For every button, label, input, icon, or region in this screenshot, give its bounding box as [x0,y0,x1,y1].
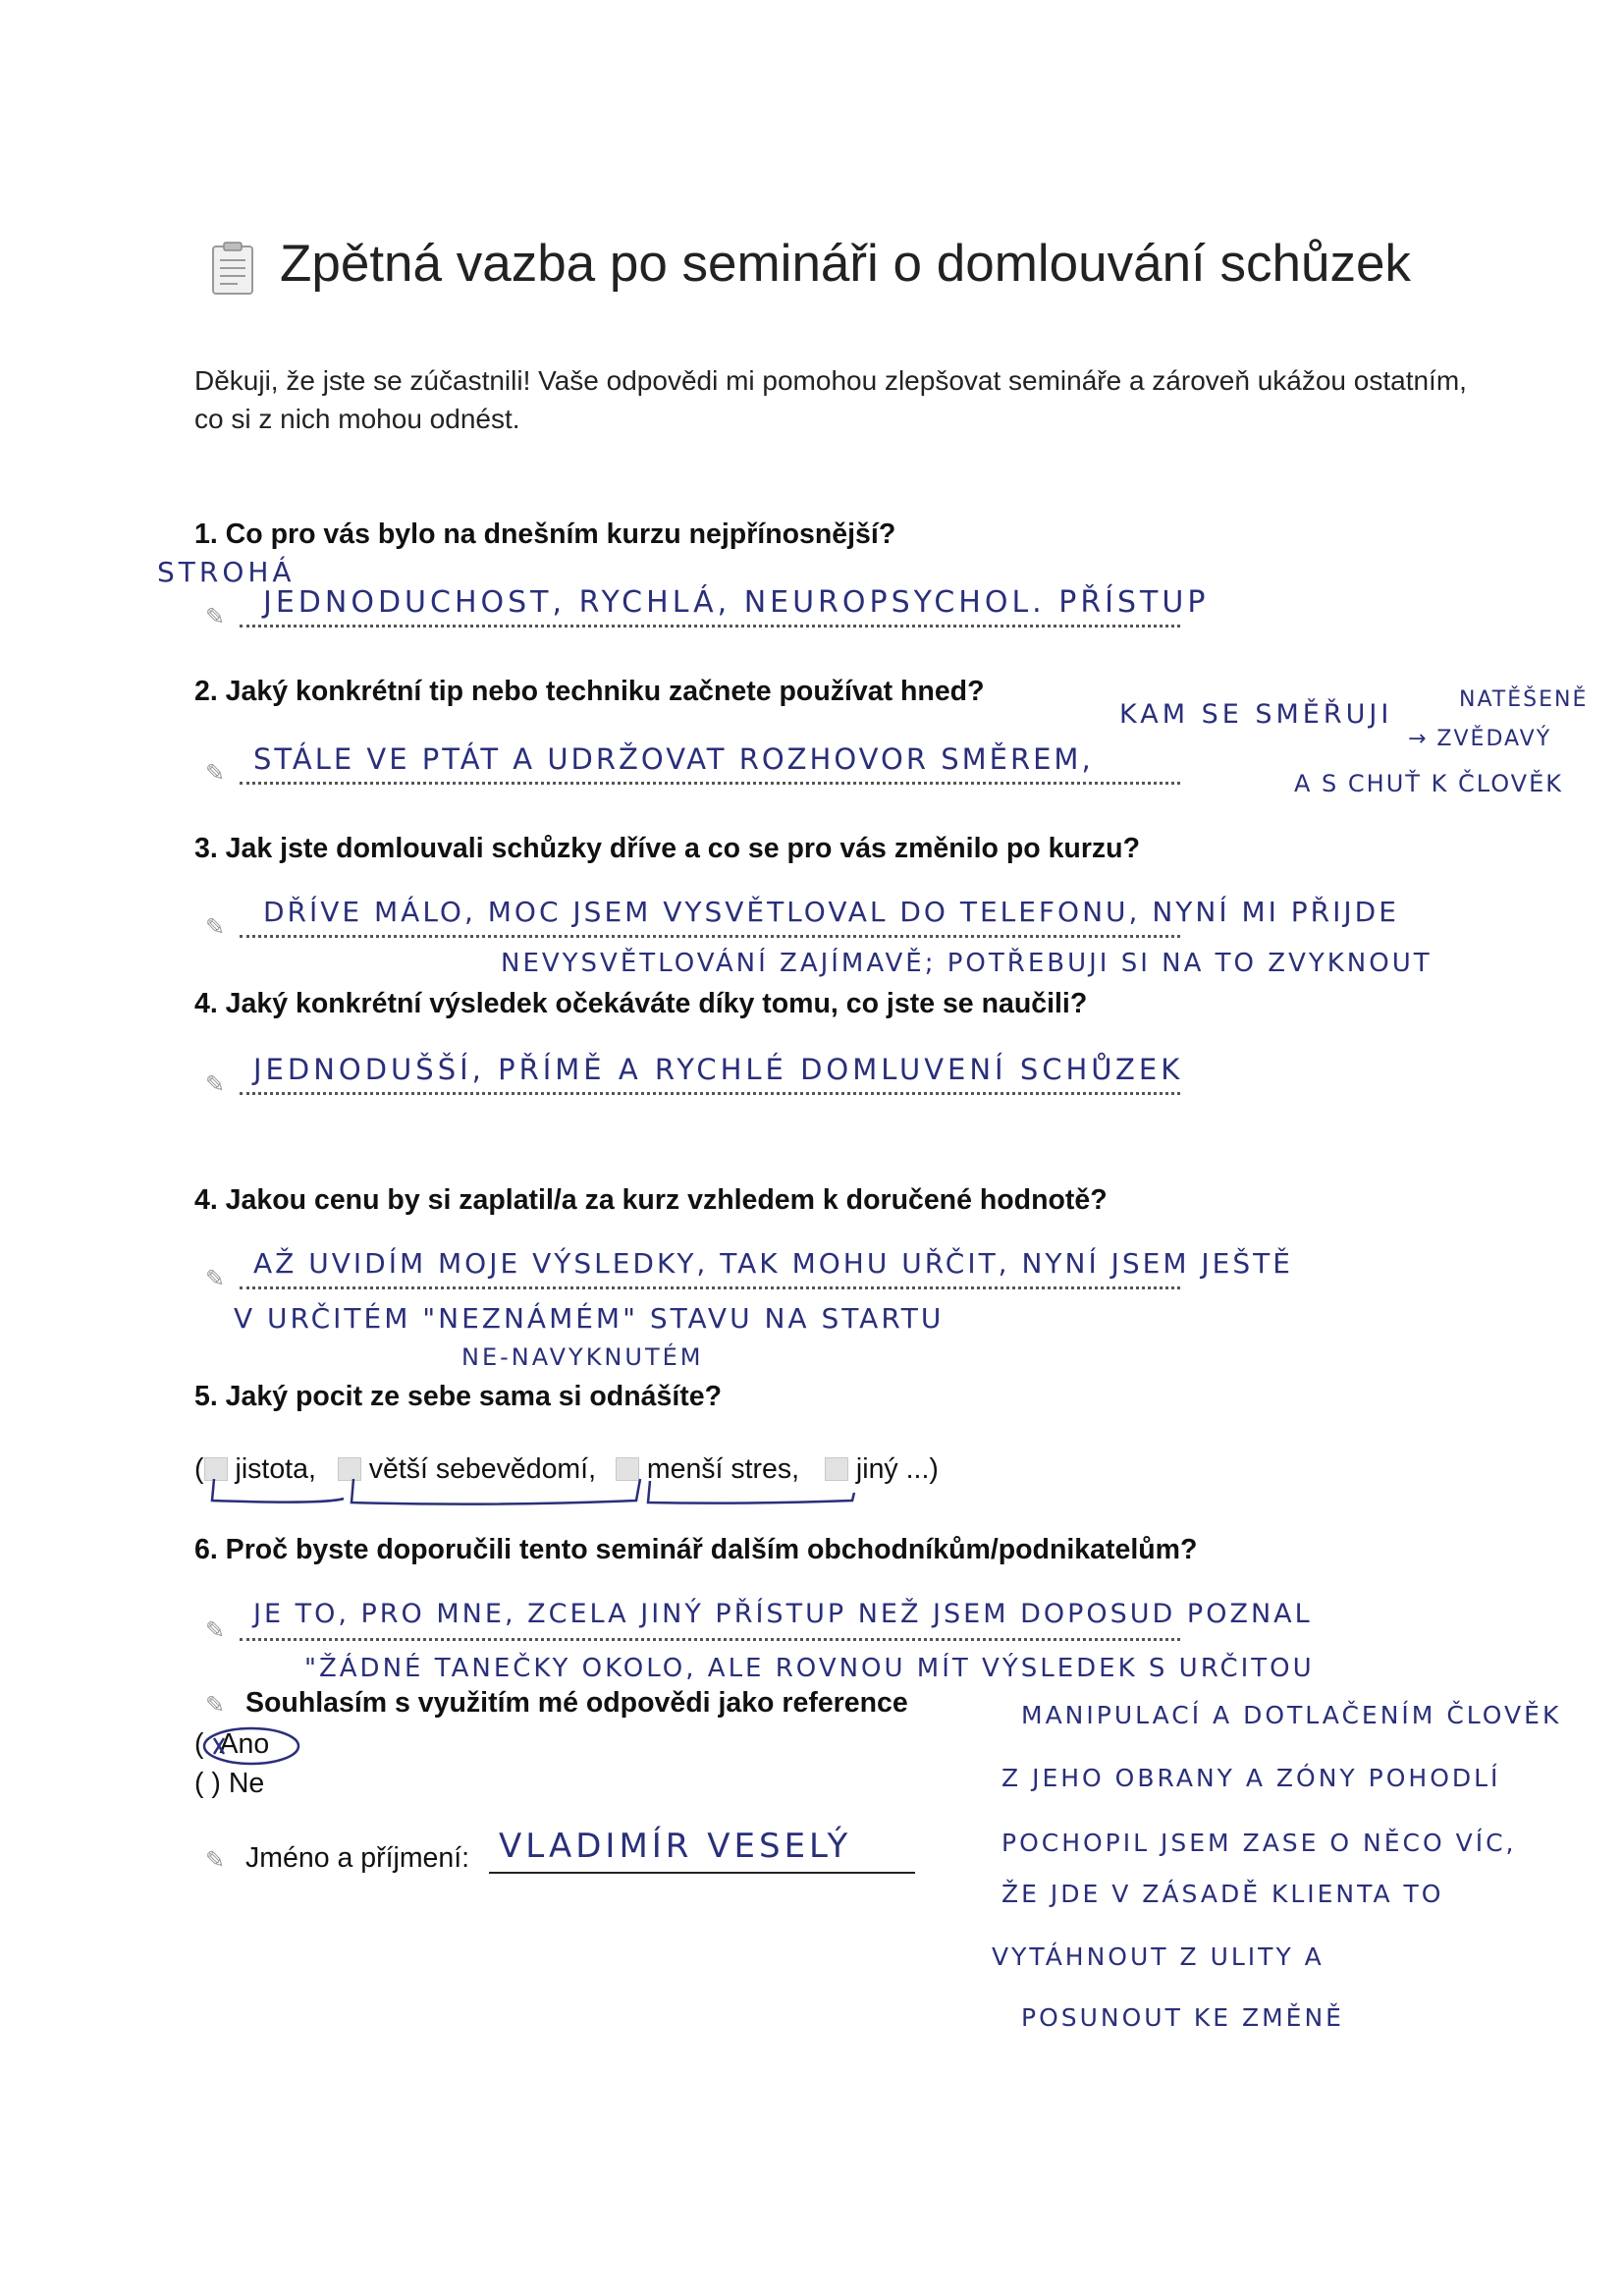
answer-2-top-right: NATĚŠENĚ [1459,687,1589,712]
answer-2-line [240,782,1180,785]
pencil-icon: ✎ [205,604,226,630]
pencil-icon: ✎ [205,1692,226,1719]
answer-6-line-5: POCHOPIL JSEM ZASE O NĚCO VÍC, [1001,1829,1517,1857]
pencil-icon: ✎ [205,760,226,787]
consent-no-option[interactable]: ( ) Ne [194,1768,265,1799]
answer-4-text[interactable]: JEDNODUŠŠÍ, PŘÍMĚ A RYCHLÉ DOMLUVENÍ SCHŮZEK [253,1053,1184,1086]
question-6: 5. Jaký pocit ze sebe sama si odnášíte? [194,1381,722,1412]
answer-2-top-note: KAM SE SMĚŘUJI [1119,699,1393,730]
question-2: 2. Jaký konkrétní tip nebo techniku začnete používat hned? [194,676,985,707]
answer-5-line-2: V URČITÉM "NEZNÁMÉM" STAVU NA STARTU [234,1302,945,1335]
question-1: 1. Co pro vás bylo na dnešním kurzu nejpřínosnější? [194,519,896,550]
pencil-icon: ✎ [205,1847,226,1874]
answer-6-line-7: VYTÁHNOUT Z ULITY A [992,1942,1325,1971]
answer-1-text[interactable]: JEDNODUCHOST, RYCHLÁ, NEUROPSYCHOL. PŘÍSTUP [263,585,1210,620]
name-value[interactable]: VLADIMÍR VESELÝ [499,1827,852,1866]
question-4: 4. Jaký konkrétní výsledek očekáváte díky tomu, co jste se naučili? [194,988,1088,1019]
handwritten-circle-mark [200,1724,302,1768]
answer-6-line-2: "ŽÁDNÉ TANEČKY OKOLO, ALE ROVNOU MÍT VÝSLEDEK S URČITOU [304,1654,1315,1683]
clipboard-icon [210,241,255,296]
feelings-open-paren: ( [194,1453,204,1485]
consent-label: Souhlasím s využitím mé odpovědi jako reference [245,1687,908,1719]
answer-6-line-3: MANIPULACÍ A DOTLAČENÍM ČLOVĚK [1021,1701,1562,1729]
answer-5-line-3: NE-NAVYKNUTÉM [461,1343,704,1371]
option-mensi-stres[interactable]: menší stres, [646,1453,800,1485]
name-label: Jméno a příjmení: [245,1842,470,1874]
answer-3-line [240,935,1180,938]
answer-2-top-right2: → ZVĚDAVÝ [1408,727,1552,751]
option-vetsi-sebevedomi[interactable]: větší sebevědomí, [368,1453,597,1485]
pencil-icon: ✎ [205,1617,226,1644]
question-5: 4. Jakou cenu by si zaplatil/a za kurz vzhledem k doručené hodnotě? [194,1184,1108,1216]
answer-6-line [240,1638,1180,1641]
answer-3-line-1[interactable]: DŘÍVE MÁLO, MOC JSEM VYSVĚTLOVAL DO TELEFONU, NYNÍ MI PŘIJDE [263,896,1399,928]
option-jistota[interactable]: jistota, [235,1453,316,1485]
consent-yes-paren: ( [194,1728,204,1760]
answer-6-line-8: POSUNOUT KE ZMĚNĚ [1021,2003,1344,2032]
question-3: 3. Jak jste domlouvali schůzky dříve a co se pro vás změnilo po kurzu? [194,833,1140,864]
name-line [489,1872,915,1874]
handwritten-underline-marks [196,1473,884,1512]
intro-text: Děkuji, že jste se zúčastnili! Vaše odpovědi mi pomohou zlepšovat semináře a zároveň ukážou ostatním, co si z nich mohou odnést. [194,365,1467,434]
pencil-icon: ✎ [205,1071,226,1098]
answer-6-line-4: Z JEHO OBRANY A ZÓNY POHODLÍ [1001,1764,1501,1792]
consent-yes-label[interactable]: Ano [219,1728,270,1760]
pencil-icon: ✎ [205,1266,226,1292]
question-7: 6. Proč byste doporučili tento seminář dalším obchodníkům/podnikatelům? [194,1534,1198,1565]
page-title: Zpětná vazba po semináři o domlouvání schůzek [280,235,1411,293]
answer-6-line-1[interactable]: JE TO, PRO MNE, ZCELA JINÝ PŘÍSTUP NEŽ JSEM DOPOSUD POZNAL [253,1599,1313,1629]
answer-2-right: A S CHUŤ K ČLOVĚK [1294,770,1563,797]
answer-1-line [240,625,1180,628]
answer-3-line-2: NEVYSVĚTLOVÁNÍ ZAJÍMAVĚ; POTŘEBUJI SI NA TO ZVYKNOUT [501,949,1433,978]
answer-1-note: STROHÁ [157,556,296,588]
option-jiny[interactable]: jiný ...) [855,1453,939,1485]
answer-2-text[interactable]: STÁLE VE PTÁT A UDRŽOVAT ROZHOVOR SMĚREM, [253,742,1094,776]
answer-5-line-1[interactable]: AŽ UVIDÍM MOJE VÝSLEDKY, TAK MOHU UŘČIT, NYNÍ JSEM JEŠTĚ [253,1247,1293,1280]
answer-5-line [240,1286,1180,1289]
answer-6-line-6: ŽE JDE V ZÁSADĚ KLIENTA TO [1001,1880,1444,1908]
pencil-icon: ✎ [205,914,226,941]
answer-4-line [240,1092,1180,1095]
